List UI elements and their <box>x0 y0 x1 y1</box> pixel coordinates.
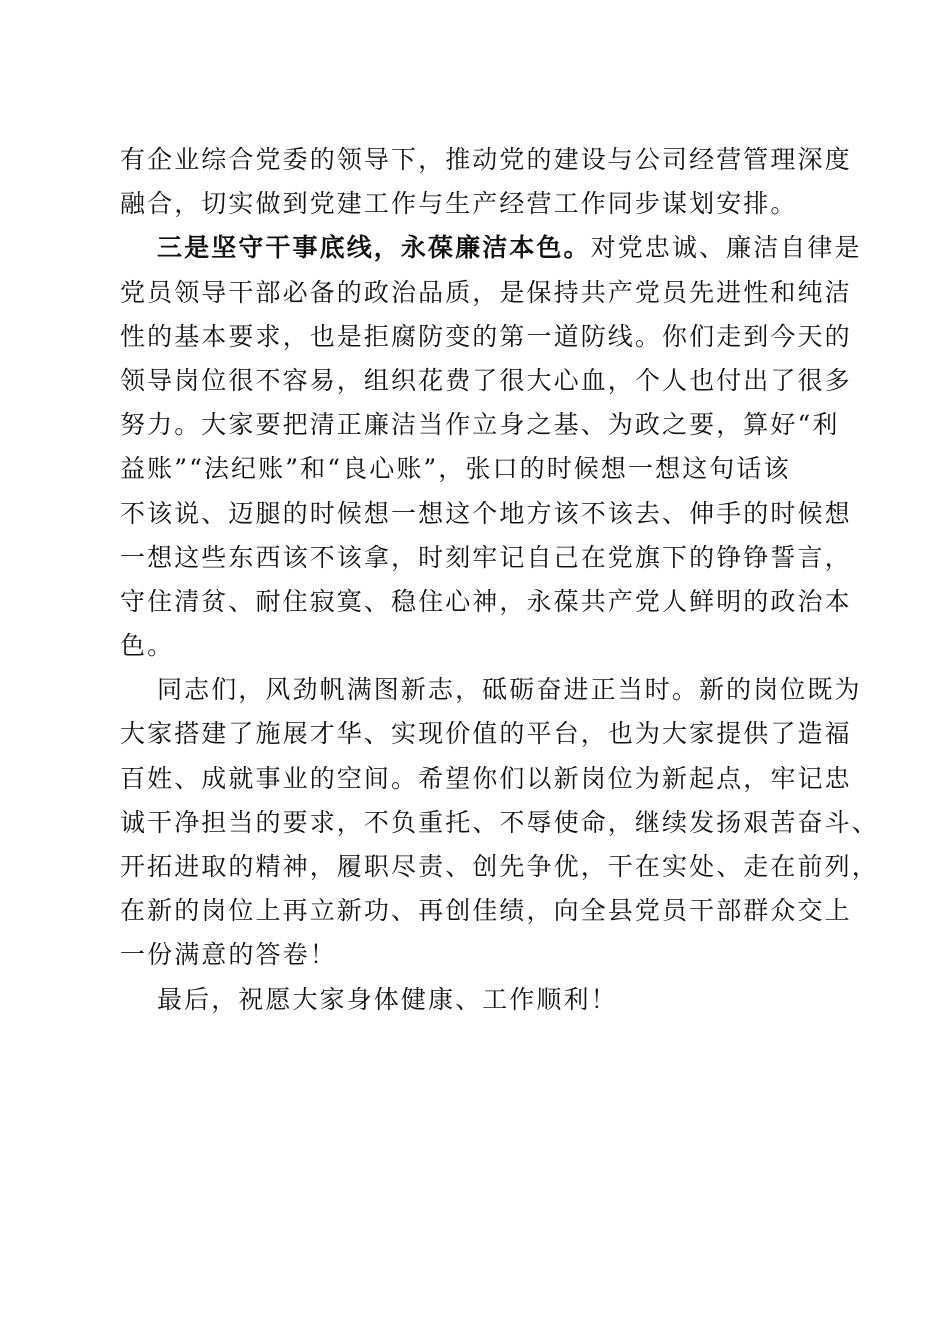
p2-line-2: 党员领导干部必备的政治品质，是保持共产党员先进性和纯洁 <box>120 277 852 307</box>
p3-line-6: 在新的岗位上再立新功、再创佳绩，向全县党员干部群众交上 <box>120 896 852 926</box>
p2-line-9: 守住清贫、耐住寂寞、稳住心神，永葆共产党人鲜明的政治本 <box>120 586 852 616</box>
p3-line-3: 百姓、成就事业的空间。希望你们以新岗位为新起点，牢记忠 <box>120 763 852 793</box>
p2-line-5: 努力。大家要把清正廉洁当作立身之基、为政之要，算好“利 <box>120 410 840 440</box>
p1-line-2: 融合，切实做到党建工作与生产经营工作同步谋划安排。 <box>120 189 798 219</box>
p2-line-3: 性的基本要求，也是拒腐防变的第一道防线。你们走到今天的 <box>120 321 852 351</box>
p3-line-4: 诚干净担当的要求，不负重托、不辱使命，继续发扬艰苦奋斗、 <box>120 807 879 837</box>
p2-line-8: 一想这些东西该不该拿，时刻牢记自己在党旗下的铮铮誓言， <box>120 542 852 572</box>
p2-heading: 三是坚守干事底线，永葆廉洁本色。 <box>157 233 591 263</box>
p2-line-4: 领导岗位很不容易，组织花费了很大心血，个人也付出了很多 <box>120 365 852 395</box>
p2-line-1 <box>120 226 862 270</box>
p3-line-1: 同志们，风劲帆满图新志，砥砺奋进正当时。新的岗位既为 <box>157 675 862 705</box>
document-body <box>120 138 879 1022</box>
p2-line-7: 不该说、迈腿的时候想一想这个地方该不该去、伸手的时候想 <box>120 498 852 528</box>
p2-first-rest: 对党忠诚、廉洁自律是 <box>590 233 862 263</box>
p2-line-10: 色。 <box>120 631 175 661</box>
p1-line-1: 有企业综合党委的领导下，推动党的建设与公司经营管理深度 <box>120 145 852 174</box>
p4-line-1: 最后，祝愿大家身体健康、工作顺利！ <box>157 984 618 1014</box>
p3-line-7: 一份满意的答卷！ <box>120 940 337 970</box>
p3-line-5: 开拓进取的精神，履职尽责、创先争优，干在实处、走在前列， <box>120 852 879 881</box>
p2-line-6: 益账”“法纪账”和“良心账”，张口的时候想一想这句话该 <box>120 454 791 484</box>
p3-line-2: 大家搭建了施展才华、实现价值的平台，也为大家提供了造福 <box>120 719 852 749</box>
